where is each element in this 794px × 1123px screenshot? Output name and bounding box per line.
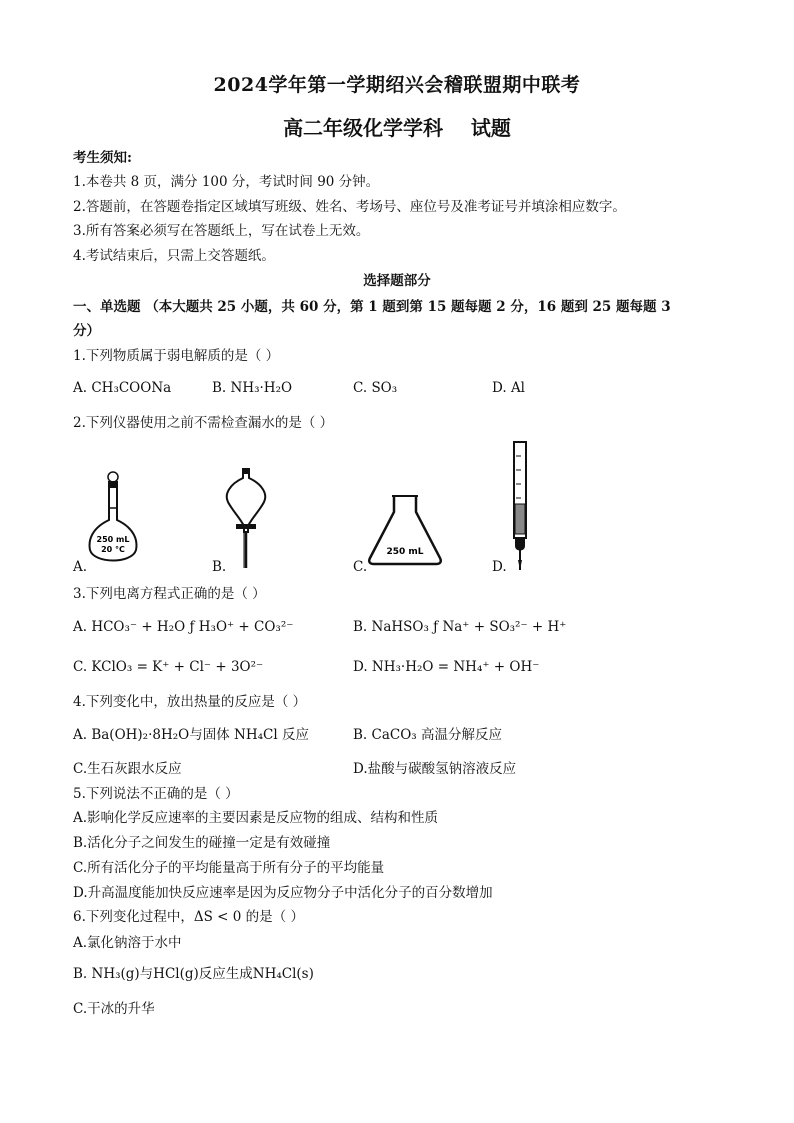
- q2-d-label: D.: [492, 559, 507, 575]
- q5-option-c: C.所有活化分子的平均能量高于所有分子的平均能量: [73, 860, 385, 876]
- q1-option-b: [212, 378, 292, 398]
- q3-option-b: B. NaHSO₃ ƒ Na⁺ + SO₃²⁻ + H⁺: [353, 619, 567, 635]
- conical-volume-label: 250 mL: [386, 547, 424, 557]
- notice-item-1: 1.本卷共 8 页，满分 100 分，考试时间 90 分钟。: [73, 174, 380, 190]
- part-heading-line-1: 一、单选题 （本大题共 25 小题，共 60 分，第 1 题到第 15 题每题 2 分，16 题到 25 题每题 3: [73, 299, 671, 315]
- q1-a-formula: CH₃COONa: [91, 380, 172, 396]
- q2-a-label: A.: [73, 559, 88, 575]
- notice-item-3: 3.所有答案必须写在答题纸上，写在试卷上无效。: [73, 223, 370, 239]
- q1-d-formula: Al: [510, 380, 526, 396]
- q5-option-a: A.影响化学反应速率的主要因素是反应物的组成、结构和性质: [73, 810, 439, 826]
- q6-stem: 6.下列变化过程中，ΔS < 0 的是（ ）: [73, 909, 304, 925]
- q3-stem: 3.下列电离方程式正确的是（ ）: [73, 586, 266, 602]
- notice-item-2: 2.答题前，在答题卷指定区域填写班级、姓名、考场号、座位号及准考证号并填涂相应数字。: [73, 199, 626, 215]
- flask-temp-label: 20 °C: [101, 545, 125, 554]
- q4-stem: 4.下列变化中，放出热量的反应是（ ）: [73, 694, 307, 710]
- q5-stem: 5.下列说法不正确的是（ ）: [73, 786, 239, 802]
- q2-b-label: B.: [212, 559, 227, 575]
- notice-item-4: 4.考试结束后，只需上交答题纸。: [73, 248, 275, 264]
- q1-c-formula: SO₃: [371, 380, 398, 396]
- notice-heading: 考生须知:: [73, 150, 132, 166]
- conical-flask-icon: [366, 494, 446, 566]
- q6-option-b: B. NH₃(g)与HCl(g)反应生成NH₄Cl(s): [73, 966, 314, 982]
- q4-option-c: C.生石灰跟水反应: [73, 761, 182, 777]
- q4-option-a: A. Ba(OH)₂·8H₂O与固体 NH₄Cl 反应: [73, 727, 309, 743]
- q4-option-d: D.盐酸与碳酸氢钠溶液反应: [353, 761, 517, 777]
- q5-option-d: D.升高温度能加快反应速率是因为反应物分子中活化分子的百分数增加: [73, 885, 493, 901]
- q1-d-label: D.: [492, 380, 507, 396]
- exam-title: 2024学年第一学期绍兴会稽联盟期中联考: [213, 74, 581, 96]
- q6-option-c: C.干冰的升华: [73, 1001, 155, 1017]
- exam-subtitle: 高二年级化学学科 试题: [283, 116, 511, 140]
- q4-option-b: B. CaCO₃ 高温分解反应: [353, 727, 502, 743]
- section-title: 选择题部分: [363, 273, 431, 289]
- q1-stem: 1.下列物质属于弱电解质的是（ ）: [73, 348, 280, 364]
- separatory-funnel-icon: [222, 468, 272, 572]
- part-heading-line-2: 分）: [73, 323, 100, 339]
- q6-option-a: A.氯化钠溶于水中: [73, 935, 182, 951]
- q3-option-d: D. NH₃·H₂O = NH₄⁺ + OH⁻: [353, 659, 540, 675]
- volumetric-flask-icon: [82, 470, 142, 570]
- q1-b-label: B.: [212, 380, 227, 396]
- q3-option-c: C. KClO₃ = K⁺ + Cl⁻ + 3O²⁻: [73, 659, 264, 675]
- q3-option-a: A. HCO₃⁻ + H₂O ƒ H₃O⁺ + CO₃²⁻: [73, 619, 294, 635]
- q1-c-label: C.: [353, 380, 368, 396]
- q5-option-b: B.活化分子之间发生的碰撞一定是有效碰撞: [73, 835, 331, 851]
- q1-b-formula: NH₃·H₂O: [230, 380, 293, 396]
- q1-option-d: [492, 378, 525, 398]
- q2-stem: 2.下列仪器使用之前不需检查漏水的是（ ）: [73, 415, 334, 431]
- q1-a-label: A.: [73, 380, 88, 396]
- q2-c-label: C.: [353, 559, 368, 575]
- q1-option-a: [73, 378, 171, 398]
- flask-volume-label: 250 mL: [96, 535, 130, 544]
- q1-option-c: [353, 378, 397, 398]
- burette-icon: [506, 442, 536, 574]
